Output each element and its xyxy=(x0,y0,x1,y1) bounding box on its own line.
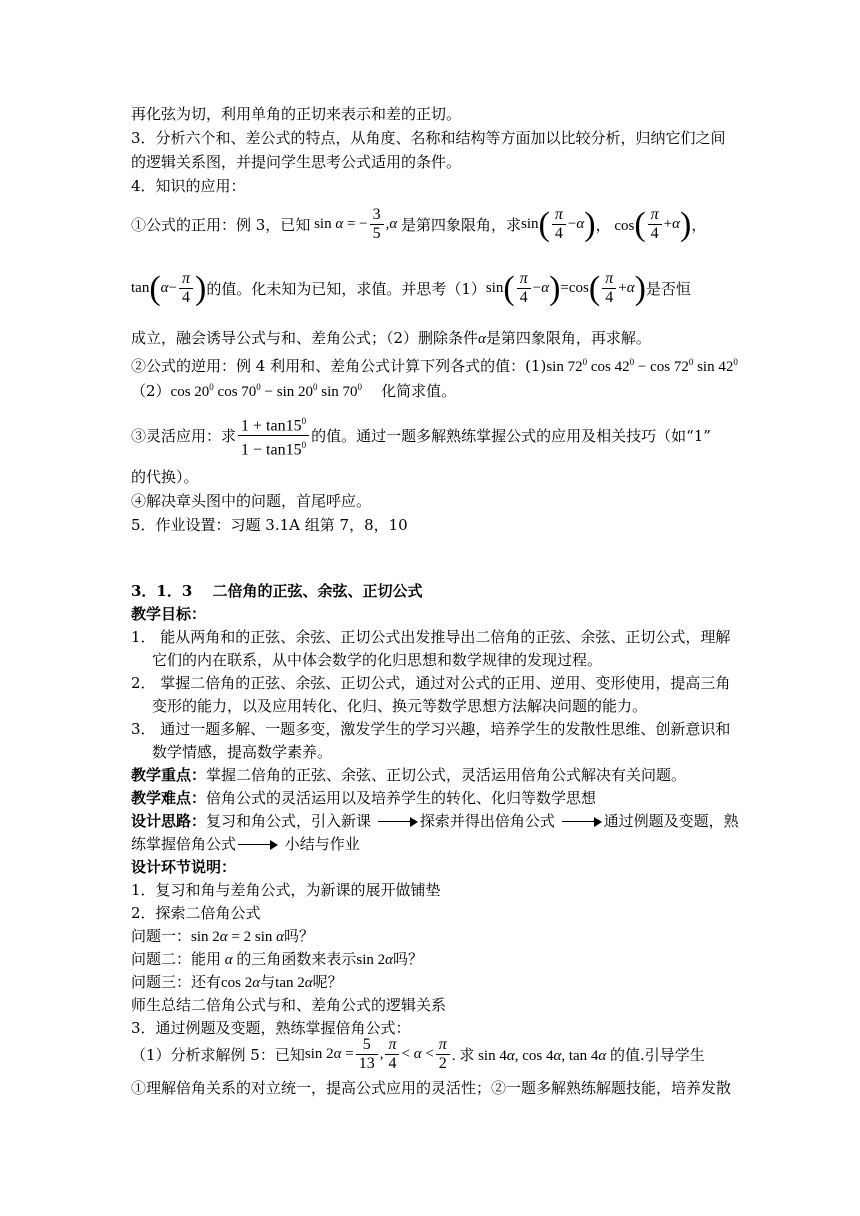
math: tan 2α xyxy=(275,975,313,991)
example-3-line: tan ( α − $\frac{\pi}{4}$ ) 的值。化未知为已知，求值。并思考（1） sin ( $\frac{\pi}{4}$ −α ) =cos ( $\frac{\pi}{4}$ +α ) 是否恒 xyxy=(131,269,691,307)
text: 与 xyxy=(260,973,276,991)
key-points xyxy=(131,764,686,786)
text: 成立，融会诱导公式与和、差角公式；（2）删除条件 xyxy=(131,329,479,347)
fraction: $\frac{5}{13}$ xyxy=(356,1036,378,1073)
math: sin 2α xyxy=(356,952,394,968)
example-5-line: （1）分析求解例 5：已知 sin 2α = $\frac{5}{13}$ , $\frac{\pi}{4}$ < α < $\frac{\pi}{2}$ . 求 sin 4α, cos 4α, tan 4α 的值.引导学生 xyxy=(131,1036,705,1072)
list-item: 它们的内在联系，从中体会数学的化归思想和数学规律的发现过程。 xyxy=(152,651,603,669)
label: 设计思路： xyxy=(131,812,207,830)
fraction: $\frac{\pi}{4}$ xyxy=(648,206,662,243)
section-title: 3．1．3 二倍角的正弦、余弦、正切公式 xyxy=(131,582,423,600)
math: ,α xyxy=(385,216,398,232)
text-line xyxy=(131,327,651,350)
text-line: ①理解倍角关系的对立统一，提高公式应用的灵活性；②一题多解熟练解题技能，培养发散 xyxy=(131,1079,732,1097)
math: ， cos xyxy=(595,218,635,234)
text-line: 4．知识的应用： xyxy=(131,177,246,195)
text: 呢？ xyxy=(312,973,343,991)
text-line: 的逻辑关系图，并提问学生思考公式适用的条件。 xyxy=(131,153,462,171)
math: sin α = − xyxy=(310,216,368,232)
heading: 设计环节说明： xyxy=(131,858,237,876)
math: α xyxy=(221,952,237,968)
arrow-right-icon xyxy=(238,840,278,850)
math: −α xyxy=(532,280,550,296)
math: =cos xyxy=(560,280,589,296)
text: 复习和角公式，引入新课 xyxy=(206,812,372,830)
text-line xyxy=(131,376,456,403)
math: ， xyxy=(691,218,707,234)
math: sin 2α = xyxy=(304,1046,354,1062)
question-1 xyxy=(131,925,314,948)
text: 吗？ xyxy=(393,950,424,968)
text: 是否恒 xyxy=(645,280,691,298)
flexible-use-line xyxy=(131,412,711,460)
math: α xyxy=(160,280,169,296)
text: 倍角公式的灵活运用以及培养学生的转化、化归等数学思想 xyxy=(206,789,597,807)
math: +α xyxy=(618,280,635,296)
list-item: 1． 能从两角和的正弦、余弦、正切公式出发推导出二倍角的正弦、余弦、正切公式，理解 xyxy=(131,628,731,646)
text: 问题二：能用 xyxy=(131,950,222,968)
design-flow xyxy=(131,810,739,832)
label: 教学重点： xyxy=(131,766,207,784)
math: sin xyxy=(485,280,504,296)
text-line: 3．分析六个和、差公式的特点，从角度、名称和结构等方面加以比较分析，归纳它们之间 xyxy=(131,129,726,147)
fraction: $\frac{\pi}{4}$ xyxy=(179,270,193,307)
text: 问题三：还有 xyxy=(131,973,222,991)
difficult-points xyxy=(131,787,596,809)
arrow-right-icon xyxy=(562,817,602,827)
design-flow xyxy=(131,833,360,855)
text: 的值。通过一题多解熟练掌握公式的应用及相关技巧（如“1” xyxy=(311,427,711,446)
text-line: 5．作业设置：习题 3.1A 组第 7，8，10 xyxy=(131,516,408,534)
text: 练掌握倍角公式 xyxy=(131,835,237,853)
label: 教学难点： xyxy=(131,789,207,807)
heading: 教学目标： xyxy=(131,605,207,623)
text: 掌握二倍角的正弦、余弦、正切公式，灵活运用倍角公式解决有关问题。 xyxy=(206,766,687,784)
text-line: 3．通过例题及变题，熟练掌握倍角公式： xyxy=(131,1019,411,1037)
text: 通过例题及变题，熟 xyxy=(603,812,739,830)
text: 吗？ xyxy=(284,927,315,945)
text-line: 师生总结二倍角公式与和、差角公式的逻辑关系 xyxy=(131,996,447,1014)
question-2 xyxy=(131,948,423,971)
fraction: $\frac{1 + \tan 15^0}{1 - \tan 15^0}$ xyxy=(238,412,309,460)
math: sin 2α = 2 sin α xyxy=(191,929,284,945)
question-3 xyxy=(131,971,343,994)
text: （1）分析求解例 5：已知 xyxy=(131,1046,305,1064)
text: （2） xyxy=(131,382,171,400)
fraction: $\frac{\pi}{2}$ xyxy=(436,1036,450,1073)
text: 的值。化未知为已知，求值。并思考（1） xyxy=(206,280,486,298)
list-item: 2． 掌握二倍角的正弦、余弦、正切公式，通过对公式的正用、逆用、变形使用，提高三角 xyxy=(131,674,731,692)
list-item: 3． 通过一题多解、一题多变，激发学生的学习兴趣，培养学生的发散性思维、创新意识和 xyxy=(131,720,731,738)
fraction: $\frac{3}{5}$ xyxy=(370,206,384,243)
text: 的值.引导学生 xyxy=(610,1046,705,1064)
text-line: 再化弦为切，利用单角的正切来表示和差的正切。 xyxy=(131,105,462,123)
arrow-right-icon xyxy=(378,817,418,827)
math: . 求 sin 4α, cos 4α, tan 4α xyxy=(451,1048,607,1064)
math: +α xyxy=(663,216,680,232)
text: 是第四象限角，求 xyxy=(401,216,522,234)
text-line: 2．探索二倍角公式 xyxy=(131,904,261,922)
math: tan xyxy=(131,280,150,296)
math: cos 2α xyxy=(221,975,261,991)
math: $\sin 72^0$ $\cos 42^0 - \cos 72^0$ $\sin 42^0$ xyxy=(546,357,738,375)
text: ③灵活应用：求 xyxy=(131,427,237,446)
text: 小结与作业 xyxy=(284,835,360,853)
text-line: ④解决章头图中的问题，首尾呼应。 xyxy=(131,492,372,510)
fraction: $\frac{\pi}{4}$ xyxy=(517,270,531,307)
list-item: 变形的能力，以及应用转化、化归、换元等数学思想方法解决问题的能力。 xyxy=(152,697,648,715)
text-line: 的代换）。 xyxy=(131,468,199,486)
text: ①公式的正用：例 3，已知 xyxy=(131,216,311,234)
text-line: 1．复习和角与差角公式，为新课的展开做铺垫 xyxy=(131,881,441,899)
math: $\cos 20^0$ $\cos 70^0 - \sin 20^0$ $\sin 70^0$ xyxy=(170,382,363,400)
fraction: $\frac{\pi}{4}$ xyxy=(385,1036,399,1073)
math: < α < xyxy=(401,1046,434,1062)
text: 是第四象限角，再求解。 xyxy=(485,329,651,347)
text: 探索并得出倍角公式 xyxy=(419,812,555,830)
text: 的三角函数来表示 xyxy=(236,950,357,968)
example-3-line: ①公式的正用：例 3，已知 sin α = − $\frac{3}{5}$ ,α 是第四象限角，求 sin ( $\frac{\pi}{4}$ −α ) ， cos ( $\frac{\pi}{4}$ +α ) ， xyxy=(131,205,707,243)
text-line xyxy=(131,351,738,378)
fraction: $\frac{\pi}{4}$ xyxy=(602,270,616,307)
text: ②公式的逆用：例 4 利用和、差角公式计算下列各式的值：(1) xyxy=(131,357,547,375)
math: α xyxy=(478,331,486,347)
math: sin xyxy=(521,216,539,232)
list-item: 数学情感，提高数学素养。 xyxy=(152,743,333,761)
text: 化简求值。 xyxy=(381,382,457,400)
fraction: $\frac{\pi}{4}$ xyxy=(552,206,566,243)
math: −α xyxy=(567,216,585,232)
text: 问题一： xyxy=(131,927,192,945)
